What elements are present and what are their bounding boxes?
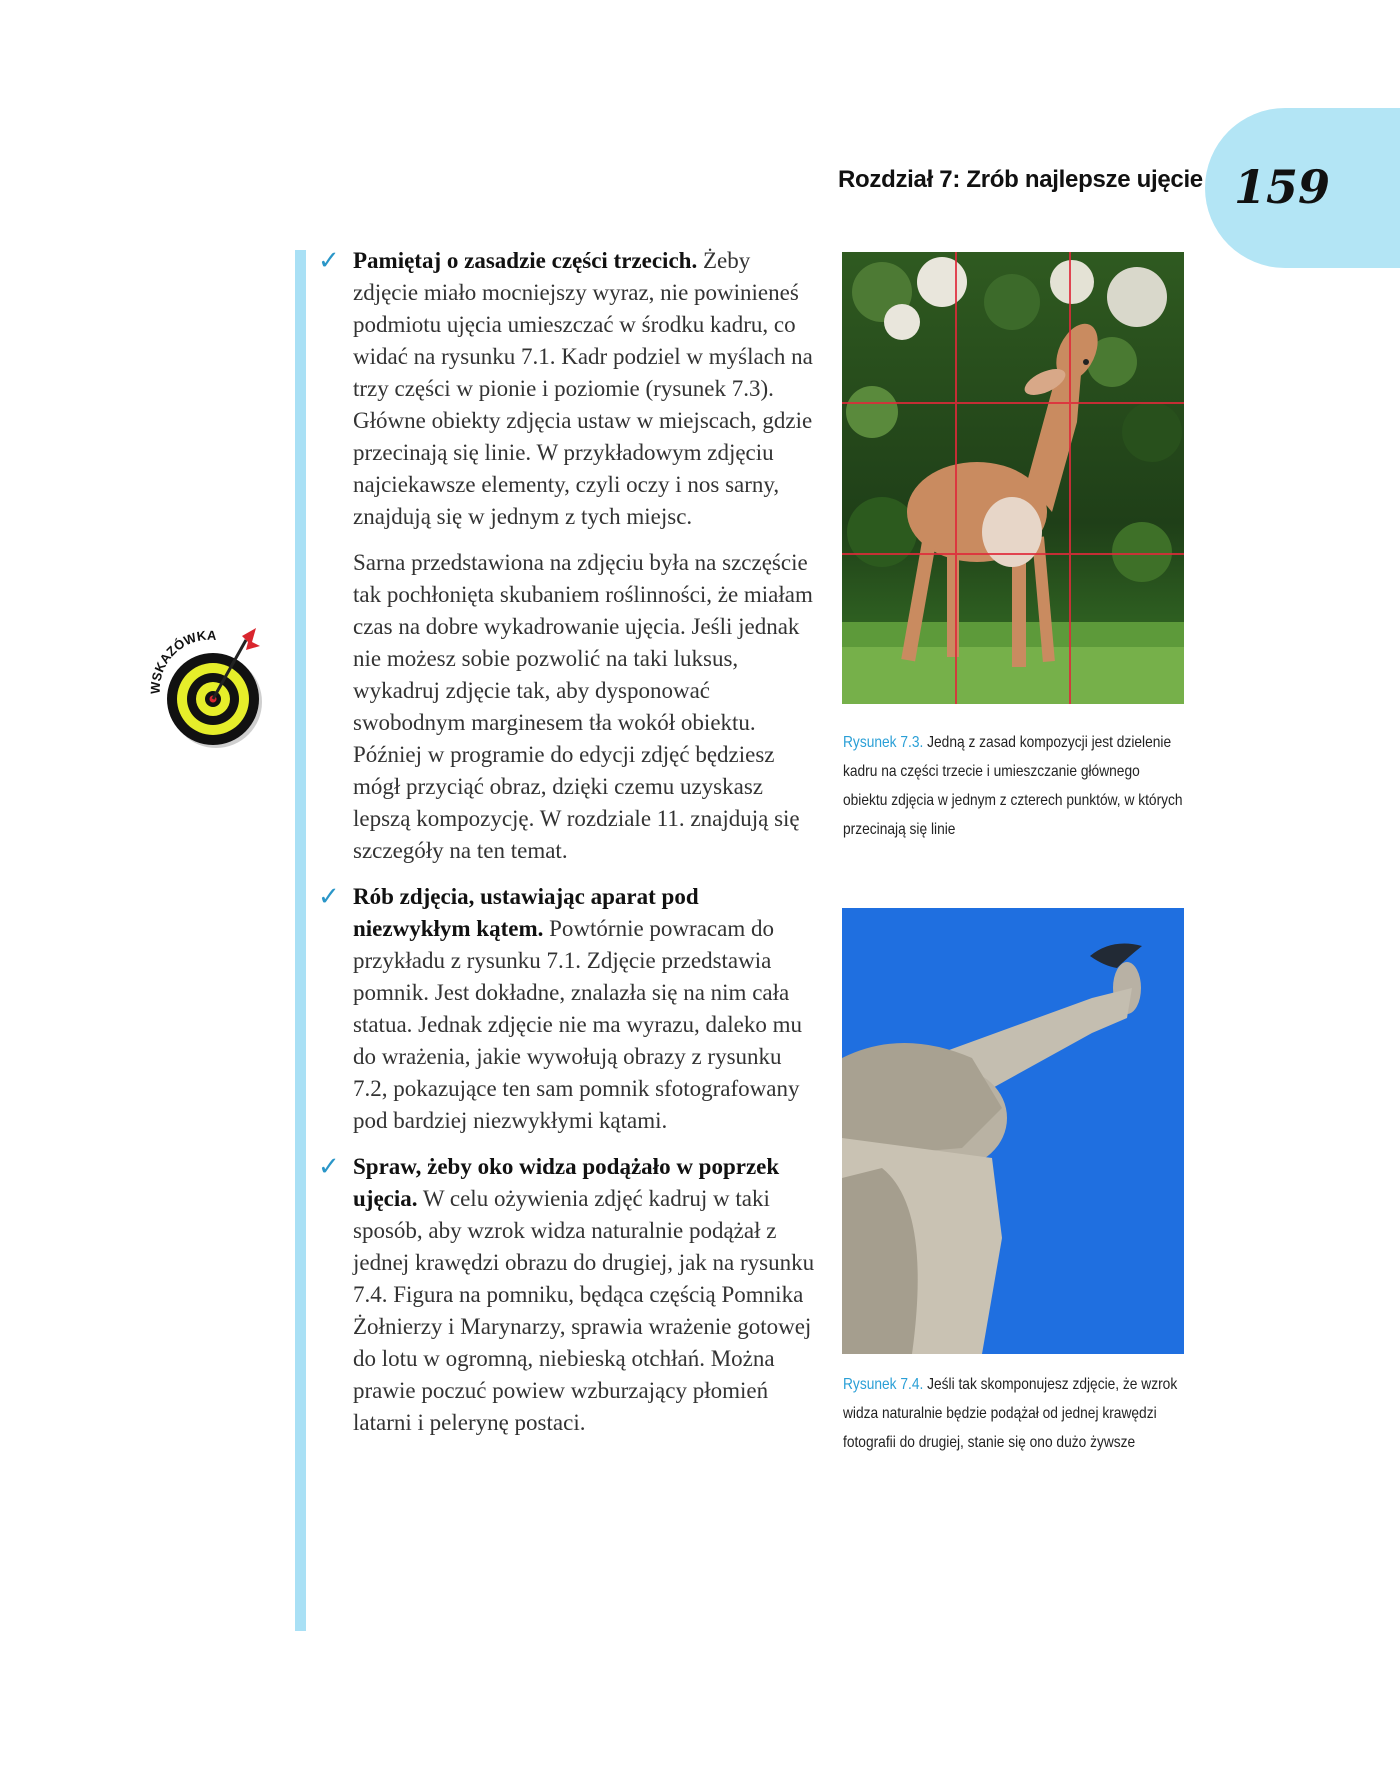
bullet-heading: Pamiętaj o zasadzie części trzecich.	[353, 248, 698, 273]
main-text	[318, 245, 818, 1453]
figure-caption	[843, 728, 1187, 844]
bullet-item	[318, 245, 818, 867]
bullet-heading: Rób zdjęcia, ustawiając aparat pod niezwykłym kątem.	[353, 884, 699, 941]
bullet-paragraph	[353, 881, 818, 1137]
bullet-paragraph	[353, 245, 818, 533]
target-icon	[138, 622, 268, 752]
caption-text: Jedną z zasad kompozycji jest dzielenie kadru na części trzecie i umieszczanie głównego obiektu zdjęcia w jednym z czterech punktów, w których przecinają się linie	[843, 734, 1183, 838]
bullet-paragraph	[353, 1151, 818, 1439]
checkmark-icon: ✓	[318, 882, 340, 912]
tip-label: WSKAZÓWKA	[147, 627, 217, 695]
figure-deer-photo	[842, 252, 1184, 704]
bullet-text: W celu ożywienia zdjęć kadruj w taki sposób, aby wzrok widza naturalnie podążał z jednej krawędzi obrazu do drugiej, jak na rysunku 7.4. Figura na pomniku, będąca częścią Pomnika Żołnierzy i Marynarzy, sprawia wrażenie gotowej do lotu w ogromną, niebieską otchłań. Można prawie poczuć powiew wzburzający płomień latarni i pelerynę postaci.	[353, 1186, 815, 1435]
bullet-text: Powtórnie powracam do przykładu z rysunku 7.1. Zdjęcie przedstawia pomnik. Jest dokładne, znalazła się na nim cała statua. Jednak zdjęcie nie ma wyrazu, daleko mu do wrażenia, jakie wywołują obrazy z rysunku 7.2, pokazujące ten sam pomnik sfotografowany pod bardziej niezwykłymi kątami.	[353, 916, 802, 1133]
side-bar	[295, 250, 306, 1631]
checkmark-icon: ✓	[318, 246, 340, 276]
bullet-paragraph-2: Sarna przedstawiona na zdjęciu była na szczęście tak pochłonięta skubaniem roślinności, że miałam czas na dobre wykadrowanie ujęcia. Jeśli jednak nie możesz sobie pozwolić na taki luksus, wykadruj zdjęcie tak, aby dysponować swobodnym marginesem tła wokół obiektu. Później w programie do edycji zdjęć będziesz mógł przyciąć obraz, dzięki czemu uzyskasz lepszą kompozycję. W rozdziale 11. znajdują się szczegóły na ten temat.	[353, 550, 813, 863]
figure-statue-photo	[842, 908, 1184, 1354]
bullet-heading: Spraw, żeby oko widza podążało w poprzek ujęcia.	[353, 1154, 780, 1211]
page-number: 159	[1234, 160, 1331, 214]
figure-label: Rysunek 7.4.	[843, 1376, 924, 1393]
figure-label: Rysunek 7.3.	[843, 734, 924, 751]
bullet-item	[318, 881, 818, 1137]
bullet-item	[318, 1151, 818, 1439]
checkmark-icon: ✓	[318, 1152, 340, 1182]
bullet-text: Żeby zdjęcie miało mocniejszy wyraz, nie powinieneś podmiotu ujęcia umieszczać w środku kadru, co widać na rysunku 7.1. Kadr podziel w myślach na trzy części w pionie i poziomie (rysunek 7.3). Główne obiekty zdjęcia ustaw w miejscach, gdzie przecinają się linie. W przykładowym zdjęciu najciekawsze elementy, czyli oczy i nos sarny, znajdują się w jednym z tych miejsc.	[353, 248, 813, 529]
figure-caption	[843, 1370, 1187, 1457]
caption-text: Jeśli tak skomponujesz zdjęcie, że wzrok widza naturalnie będzie podążał od jednej krawędzi fotografii do drugiej, stanie się ono dużo żywsze	[843, 1376, 1178, 1451]
chapter-title: Rozdział 7: Zrób najlepsze ujęcie	[838, 166, 1203, 193]
